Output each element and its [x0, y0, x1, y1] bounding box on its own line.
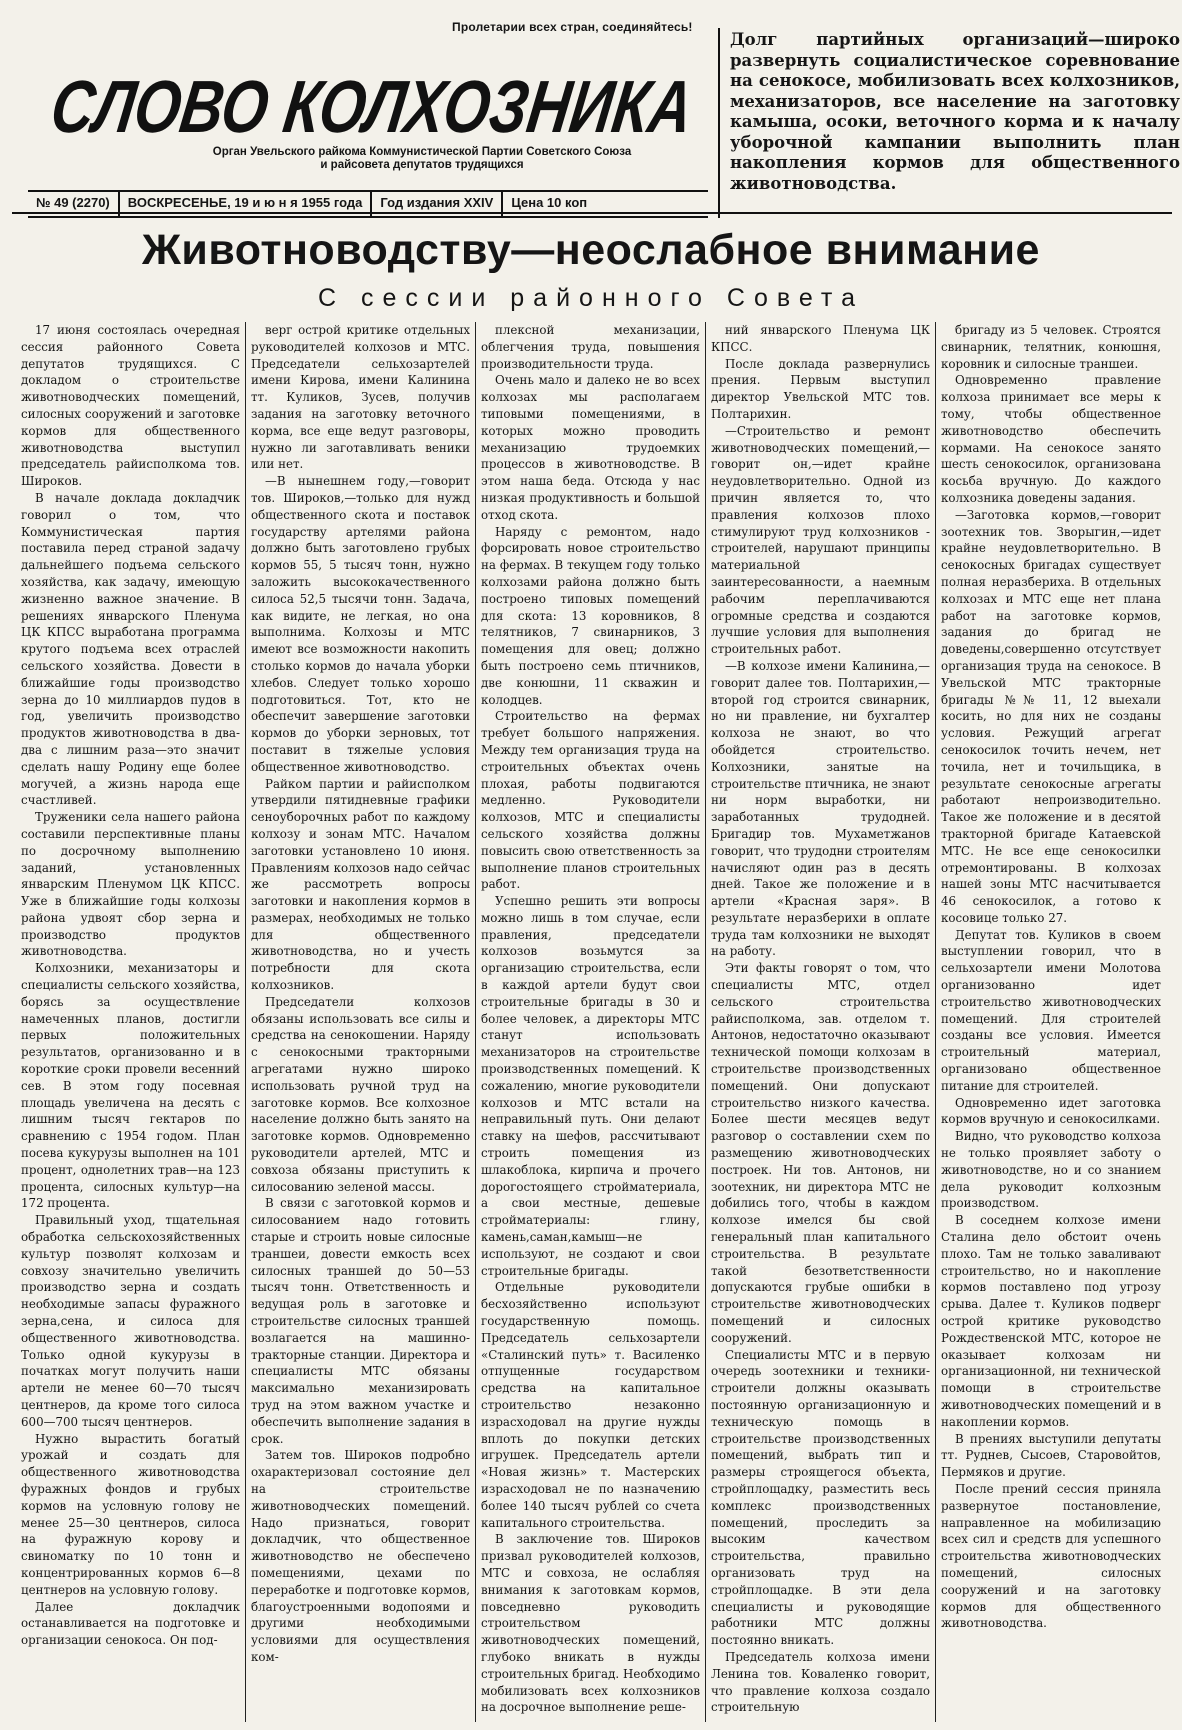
organ-line	[142, 146, 702, 172]
paragraph: Очень мало и далеко не во всех колхозах мы располагаем типовыми помещениями, в которых можно проводить механизацию трудоемких процессов в животноводстве. В этом наша беда. Отсюда у нас низкая продуктивность и большой отход скота.	[481, 373, 700, 522]
paragraph: Колхозники, механизаторы и специалисты сельского хозяйства, борясь за осуществление намеченных планов, достигли первых положительных результатов, организованно и в короткие сроки провели весенний сев. В этом году посевная площадь увеличена на десять с лишним тысяч гектаров по сравнению с 1954 годом. План посева кукурузы выполнен на 101 процент, однолетних трав—на 123 процента, силосных культур—на 172 процента.	[21, 961, 240, 1211]
masthead-divider	[718, 28, 720, 218]
masthead	[12, 10, 1180, 220]
paragraph: Специалисты МТС и в первую очередь зоотехники и техники-строители должны оказывать постоянную организационную и техническую помощь в строительстве производственных помещений, выбрать тип и размеры строящегося объекта, стройплощадку, разместить весь комплекс производственных помещений, проследить за высоким качеством строительства, правильно организовать труд на стройплощадке. В эти дела специалисты и руководящие работники МТС должны постоянно вникать.	[711, 1347, 930, 1648]
article-column-5	[936, 322, 1166, 1722]
paragraph: Одновременно идет заготовка кормов вручную и сенокосилками.	[941, 1095, 1161, 1127]
paragraph: Председатель колхоза имени Ленина тов. Коваленко говорит, что правление колхоза создало строительную	[711, 1649, 930, 1715]
paragraph: Райком партии и райисполком утвердили пятидневные графики сеноуборочных работ по каждому колхозу и зонам МТС. Началом заготовки установлено 10 июня. Правлениям колхозов надо сейчас же рассмотреть вопросы заготовки и накопления кормов в размерах, необходимых не только для общественного животноводства, но и учесть потребности для скота колхозников.	[251, 776, 470, 993]
issue-price: Цена 10 коп	[511, 195, 588, 210]
paragraph: Эти факты говорят о том, что специалисты МТС, отдел сельского строительства райисполкома, зав. отделом т. Антонов, недостаточно оказывают технической помощи колхозам в строительстве производственных помещений. Они допускают строительство низкого качества. Более шести месяцев ведут разговор о составлении схем по размещению животноводческих построек. Ни тов. Антонов, ни зоотехник, ни директора МТС не добились того, чтобы в каждом колхозе имелся бы свой генеральный план капитального строительства. В результате такой безответственности допускаются грубые ошибки в строительстве животноводческих помещений и силосных сооружений.	[711, 961, 930, 1345]
issue-date: ВОСКРЕСЕНЬЕ, 19 и ю н я 1955 года	[120, 192, 373, 216]
headline: Животноводству—неослабное внимание	[142, 226, 1040, 274]
article-column-4	[706, 322, 936, 1722]
callout-slogan: Долг партийных организаций—широко развернуть социалистическое соревнование на сенокосе, мобилизовать всех колхозников, механизаторов, все население на заготовку камыша, осоки, веточного корма и к началу уборочной кампании выполнить план накопления кормов для общественного животноводства.	[730, 30, 1180, 193]
newspaper-title: СЛОВО КОЛХОЗНИКА	[46, 65, 861, 148]
paragraph: Правильный уход, тщательная обработка сельскохозяйственных культур позволят колхозам и совхозу значительно увеличить производство зерна и создать необходимые запасы фуражного зерна,сена, и силоса для общественного животноводства. Только одной кукурузы в початках могут получить наши артели не менее 60—70 тысяч центнеров, да кроме того силоса 600—700 тысяч центнеров.	[21, 1213, 240, 1429]
paragraph: Наряду с ремонтом, надо форсировать новое строительство на фермах. В текущем году только колхозами района должно быть построено типовых помещений для скота: 13 коровников, 8 телятников, 7 свинарников, 3 помещения для овец; должно быть построено семь птичников, две конюшни, 11 скважин и колодцев.	[481, 524, 700, 707]
paragraph: ний январского Пленума ЦК КПСС.	[711, 323, 930, 354]
paragraph: Нужно вырастить богатый урожай и создать для общественного животноводства фуражных фондов и грубых кормов на условную голову не менее 25—30 центнеров, силоса на фуражную корову и свиноматку по 10 тонн и концентрированных кормов 6—8 центнеров на условную голову.	[21, 1431, 240, 1597]
paragraph: После прений сессия приняла развернутое постановление, направленное на мобилизацию всех сил и средств для успешного строительства животноводческих помещений, силосных сооружений и на заготовку кормов для общественного животноводства.	[941, 1481, 1161, 1631]
paragraph: В прениях выступили депутаты тт. Руднев, Сысоев, Старовойтов, Пермяков и другие.	[941, 1431, 1161, 1480]
paragraph: После доклада развернулись прения. Первым выступил директор Увельской МТС тов. Полтарихин.	[711, 356, 930, 421]
slogan: Пролетарии всех стран, соединяйтесь!	[452, 20, 693, 34]
paragraph: —Заготовка кормов,—говорит зоотехник тов. Зворыгин,—идет крайне неудовлетворительно. В сенокосных бригадах существует полная неразбериха. В отдельных колхозах и МТС еще нет плана работ на заготовке кормов, задания до бригад не доведены,совершенно отсутствует организация труда на сенокосе. В Увельской МТС тракторные бригады №№ 11, 12 выехали косить, но для них не созданы условия. Режущий агрегат сенокосилок точить нечем, нет точила, нет и точильщика, в результате сенокосные агрегаты работают непроизводительно. Такое же положение и в десятой тракторной бригаде Катаевской МТС. Не все еще сенокосилки отремонтированы. В колхозах нашей зоны МТС насчитывается 46 сенокосилок, а готово к косовице только 27.	[941, 507, 1161, 925]
paragraph: —В нынешнем году,—говорит тов. Широков,—только для нужд общественного скота и поставок государству артелями района должно быть заготовлено грубых кормов 55, 5 тысяч тонн, нужно заложить высококачественного силоса 52,5 тысячи тонн. Задача, как видите, не легкая, но она выполнима. Колхозы и МТС имеют все возможности накопить столько кормов до начала уборки хлебов. Следует только хорошо подготовиться. Тот, кто не обеспечит завершение заготовки кормов до уборки зерновых, тот поставит в тяжелые условия общественное животноводство.	[251, 474, 470, 774]
subhead: С сессии районного Совета	[318, 284, 864, 312]
article-column-1	[16, 322, 246, 1722]
newspaper-logo	[46, 50, 861, 150]
paragraph: плексной механизации, облегчения труда, повышения производительности труда.	[481, 323, 700, 371]
paragraph: Одновременно правление колхоза принимает все меры к тому, чтобы общественное животноводство обеспечить кормами. На сенокосе занято шесть сенокосилок, организована косьба вручную. До каждого колхозника доведены задания.	[941, 373, 1161, 505]
article-column-3	[476, 322, 706, 1722]
article-column-2	[246, 322, 476, 1722]
article-columns	[16, 322, 1166, 1722]
paragraph: Далее докладчик останавливается на подготовке и организации сенокоса. Он под-	[21, 1599, 240, 1648]
paragraph: Труженики села нашего района составили перспективные планы по досрочному выполнению заданий, установленных январским Пленумом ЦК КПСС. Уже в ближайшие годы колхозы района удвоят сбор зерна и производство продуктов животноводства.	[21, 810, 240, 959]
paragraph: Видно, что руководство колхоза не только проявляет заботу о животноводстве, но и со знанием дела руководит колхозным производством.	[941, 1129, 1161, 1211]
paragraph: —В колхозе имени Калинина,—говорит далее тов. Полтарихин,—второй год строится свинарник, но ни правление, ни бухгалтер колхоза не знают, во что обойдется строительство. Колхозники, занятые на строительстве птичника, не знают ни норм выработки, ни заработанных трудодней. Бригадир тов. Мухаметжанов говорит, что трудодни строителям начисляют один раз в десять дней. Такое же положение и в артели «Красная заря». В результате неразберихи в оплате труда там колхозники не выходят на работу.	[711, 658, 930, 959]
issue-number: № 49 (2270)	[28, 192, 120, 216]
paragraph: Председатели колхозов обязаны использовать все силы и средства на сенокошении. Наряду с сенокосными тракторными агрегатами нужно широко использовать ручной труд на заготовке кормов. Все колхозное население должно быть занято на заготовке кормов. Одновременно руководители артелей, МТС и совхоза обязаны приступить к силосованию зеленой массы.	[251, 994, 470, 1194]
masthead-rule	[12, 212, 1172, 214]
paragraph: верг острой критике отдельных руководителей колхозов и МТС. Председатели сельхозартелей имени Кирова, имени Калинина тт. Куликов, Зусев, получив задания на заготовку веточного корма, все еще ведут разговоры, нужно ли заготавливать веники или нет.	[251, 323, 470, 472]
paragraph: В связи с заготовкой кормов и силосованием надо готовить старые и строить новые силосные траншеи, довести емкость всех силосных траншей до 50—53 тысяч тонн. Ответственность и ведущая роль в заготовке и строительстве силосных траншей возлагается на машинно-тракторные станции. Директора и специалисты МТС обязаны максимально механизировать труд на этом важном участке и обеспечить выполнение задания в срок.	[251, 1196, 470, 1446]
paragraph: Депутат тов. Куликов в своем выступлении говорил, что в сельхозартели имени Молотова организованно идет строительство животноводческих помещений. Для строителей созданы все условия. Имеется строительный материал, организовано общественное питание для строителей.	[941, 927, 1161, 1093]
paragraph: В соседнем колхозе имени Сталина дело обстоит очень плохо. Там не только заваливают строительство, но и накопление кормов поставлено под угрозу срыва. Далее т. Куликов подверг острой критике руководство Рождественской МТС, которое не оказывает колхозам ни организационной, ни технической помощи в строительстве животноводческих помещений и в накоплении кормов.	[941, 1213, 1161, 1429]
paragraph: —Строительство и ремонт животноводческих помещений,—говорит он,—идет крайне неудовлетворительно. Одной из причин является то, что правления колхозов плохо стимулируют труд колхозников - строителей, нарушают принципы материальной заинтересованности, а наемным рабочим переплачиваются огромные средства и создаются лучшие условия для выполнения строительных работ.	[711, 423, 930, 657]
paragraph: бригаду из 5 человек. Строятся свинарник, телятник, конюшня, коровник и силосные траншеи.	[941, 323, 1161, 371]
paragraph: Успешно решить эти вопросы можно лишь в том случае, если правления, председатели колхозов возьмутся за организацию строительства, если в каждой артели будут свои строительные бригады в 30 и более человек, а директоры МТС станут использовать механизаторов на строительстве производственных помещений. К сожалению, многие руководители колхозов и МТС встали на неправильный путь. Они делают ставку на шефов, рассчитывают строить помещения из шлакоблока, кирпича и прочего дорогостоящего стройматериала, а свои местные, дешевые стройматериалы: глину, камень,саман,камыш—не используют, не создают и свои строительные бригады.	[481, 894, 700, 1278]
paragraph: Строительство на фермах требует большого напряжения. Между тем организация труда на строительных объектах очень плохая, работы подвигаются медленно. Руководители колхозов, МТС и специалисты сельского хозяйства должны повысить свою ответственность за выполнение планов строительных работ.	[481, 709, 700, 892]
paragraph: В заключение тов. Широков призвал руководителей колхозов, МТС и совхоза, не ослабляя внимания к заготовкам кормов, повседневно руководить строительством животноводческих помещений, глубоко вникать в нужды строительных бригад. Необходимо мобилизовать всех колхозников на досрочное выполнение реше-	[481, 1532, 700, 1715]
paragraph: 17 июня состоялась очередная сессия районного Совета депутатов трудящихся. С докладом о строительстве животноводческих помещений, силосных сооружений и заготовке кормов для общественного животноводства выступил председатель райисполкома тов. Широков.	[21, 323, 240, 489]
organ-line-1: Орган Увельского райкома Коммунистической Партии Советского Союза	[212, 146, 632, 158]
paragraph: В начале доклада докладчик говорил о том, что Коммунистическая партия поставила перед страной задачу дальнейшего подъема сельского хозяйства, как задачу, имеющую жизненно важное значение. В решениях январского Пленума ЦК КПСС выработана программа крутого подъема всех отраслей сельского хозяйства. Довести в ближайшие годы производство зерна до 10 миллиардов пудов в год, увеличить производство продуктов животноводства в два-два с лишним раза—это значит сделать нашу Родину еще более могучей, а жизнь народа еще счастливей.	[21, 490, 240, 808]
paragraph: Отдельные руководители бесхозяйственно используют государственную помощь. Председатель сельхозартели «Сталинский путь» т. Василенко отпущенные государством средства на капитальное строительство незаконно израсходовал на другие нужды вплоть до покупки детских игрушек. Председатель артели «Новая жизнь» т. Мастерских израсходовал не по назначению более 140 тысяч рублей со счета капитального строительства.	[481, 1280, 700, 1530]
paragraph: Затем тов. Широков подробно охарактеризовал состояние дел на строительстве животноводческих помещений. Надо признаться, говорит докладчик, что общественное животноводство не обеспечено помещениями, цехами по переработке и подготовке кормов, благоустроенными водопоями и другими необходимыми условиями для осуществления ком-	[251, 1448, 470, 1664]
organ-line-2: и райсовета депутатов трудящихся	[320, 159, 524, 171]
issue-year: Год издания XXIV	[372, 192, 503, 216]
